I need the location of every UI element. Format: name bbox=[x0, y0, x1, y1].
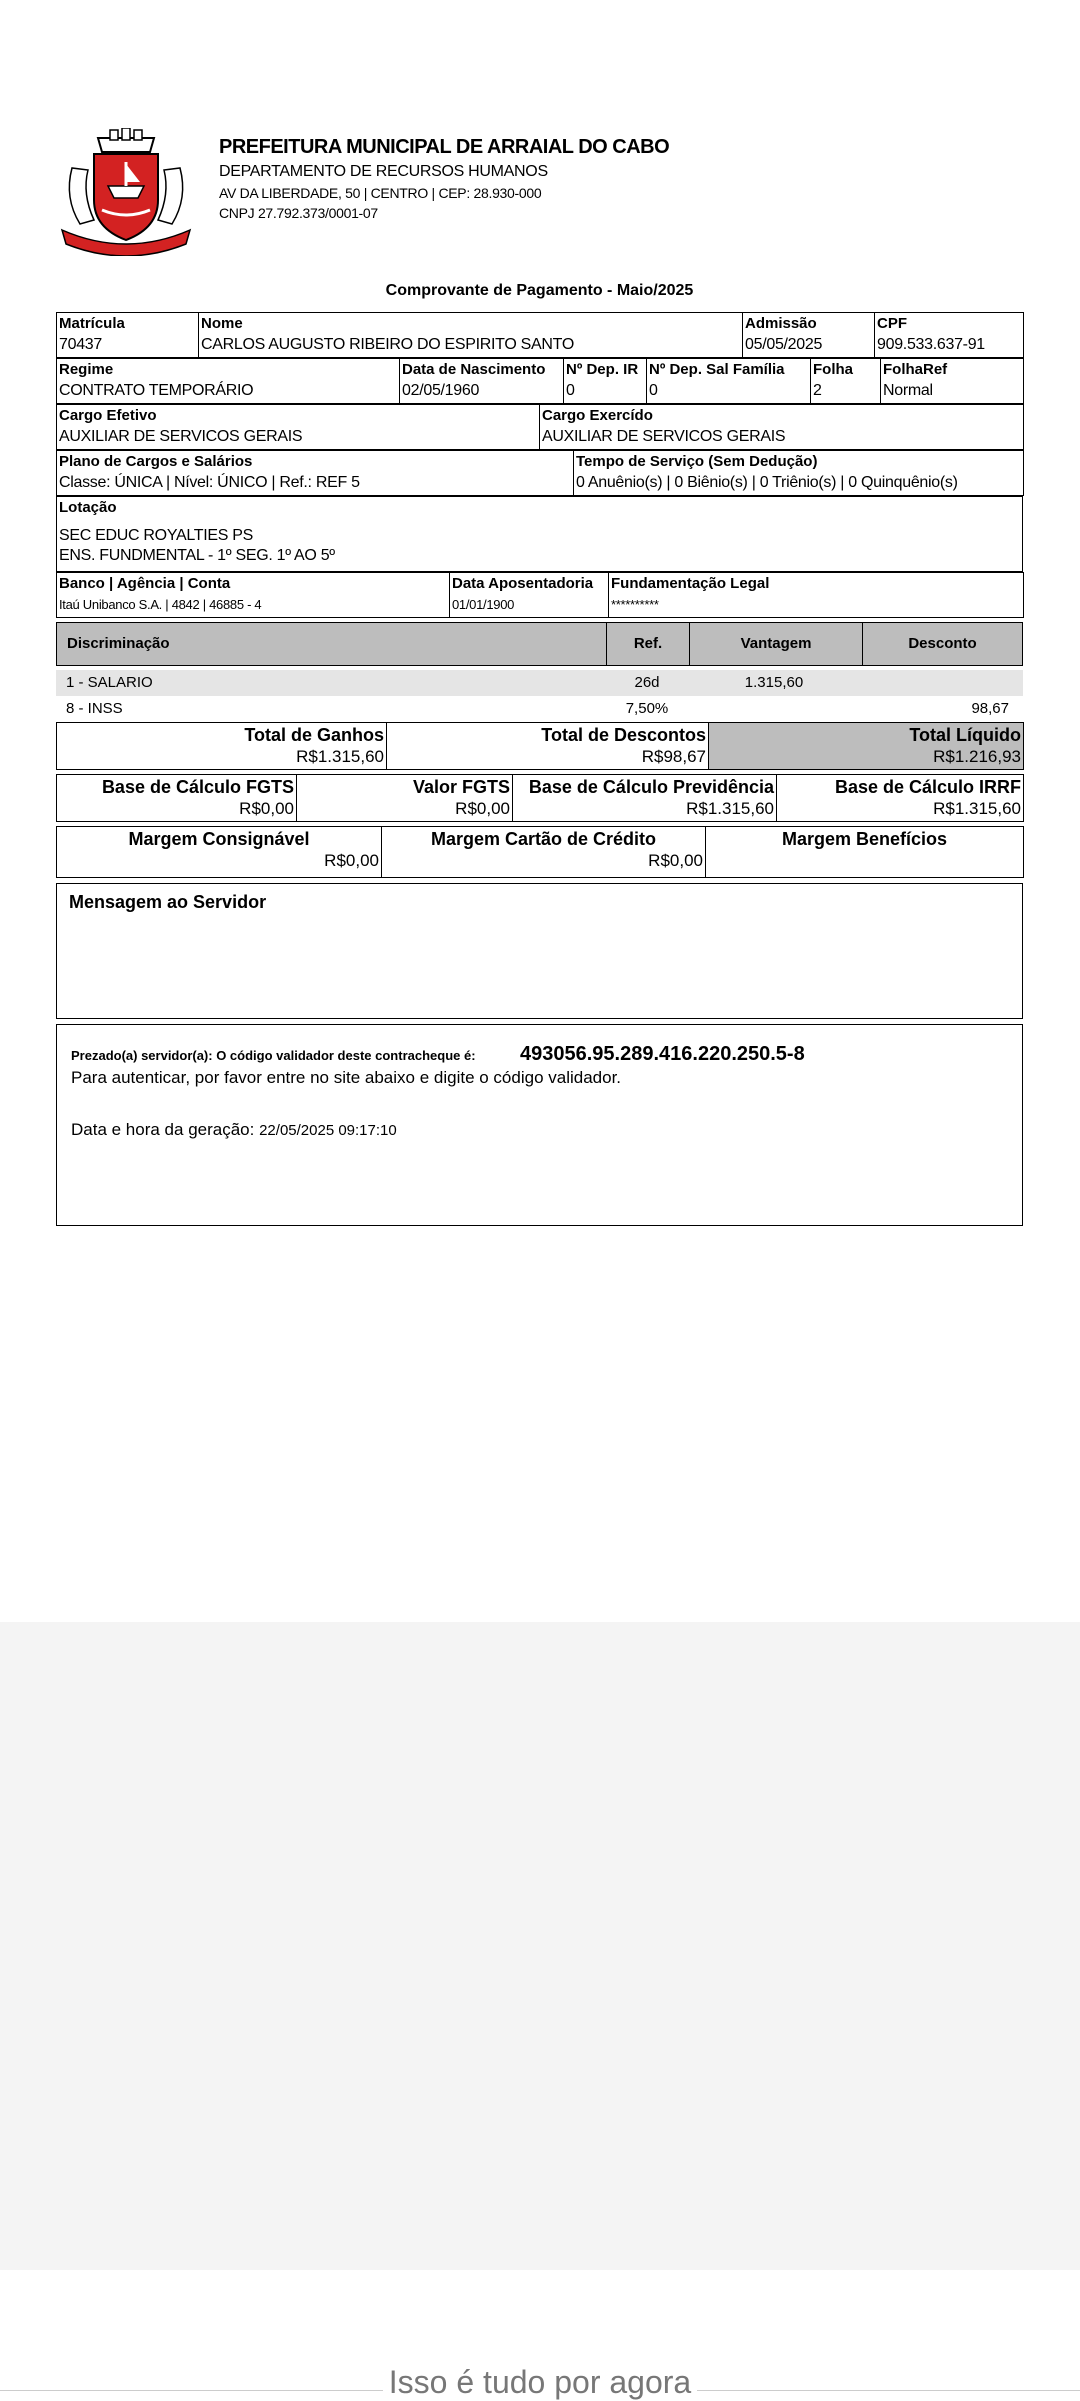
ref-header: Ref. bbox=[607, 623, 690, 665]
margens-row bbox=[56, 826, 1024, 878]
dep-ir-cell bbox=[564, 359, 647, 404]
fundamentacao-label: Fundamentação Legal bbox=[611, 575, 770, 592]
line-discriminacao: 8 - INSS bbox=[66, 700, 123, 717]
plano-value: Classe: ÚNICA | Nível: ÚNICO | Ref.: REF 5 bbox=[59, 474, 360, 491]
matricula-label: Matrícula bbox=[59, 315, 125, 332]
cargo-efetivo-value: AUXILIAR DE SERVICOS GERAIS bbox=[59, 428, 303, 445]
employee-row-3 bbox=[56, 404, 1024, 450]
margem-beneficios-cell bbox=[706, 827, 1024, 878]
base-irrf-value: R$1.315,60 bbox=[933, 799, 1021, 818]
employee-row-2 bbox=[56, 358, 1024, 404]
tempo-label: Tempo de Serviço (Sem Dedução) bbox=[576, 453, 818, 470]
cargo-exercido-value: AUXILIAR DE SERVICOS GERAIS bbox=[542, 428, 786, 445]
margem-cartao-label: Margem Cartão de Crédito bbox=[430, 829, 657, 849]
valor-fgts-value: R$0,00 bbox=[455, 799, 510, 818]
validator-instruction: Para autenticar, por favor entre no site abaixo e digite o código validador. bbox=[71, 1068, 622, 1087]
banco-value: Itaú Unibanco S.A. | 4842 | 46885 - 4 bbox=[59, 597, 262, 612]
document-title: Comprovante de Pagamento - Maio/2025 bbox=[385, 282, 694, 299]
payment-lines bbox=[56, 670, 1023, 722]
line-vantagem: 1.315,60 bbox=[744, 674, 804, 691]
table-row bbox=[56, 696, 1023, 722]
base-previdencia-value: R$1.315,60 bbox=[686, 799, 774, 818]
folharef-value: Normal bbox=[883, 382, 933, 399]
organization-info bbox=[219, 136, 669, 225]
admissao-value: 05/05/2025 bbox=[745, 336, 823, 353]
valor-fgts-label: Valor FGTS bbox=[412, 777, 510, 797]
cargo-exercido-cell bbox=[540, 405, 1024, 450]
employee-row-1 bbox=[56, 312, 1024, 358]
folha-label: Folha bbox=[813, 361, 853, 378]
total-ganhos-value: R$1.315,60 bbox=[296, 747, 384, 766]
validator-code[interactable]: 493056.95.289.416.220.250.5-8 bbox=[520, 1043, 805, 1065]
payslip-document bbox=[56, 120, 1023, 1226]
dep-ir-value: 0 bbox=[566, 382, 575, 399]
plano-label: Plano de Cargos e Salários bbox=[59, 453, 253, 470]
document-header bbox=[56, 120, 1023, 270]
lines-header bbox=[56, 622, 1023, 666]
admissao-label: Admissão bbox=[745, 315, 817, 332]
nascimento-value: 02/05/1960 bbox=[402, 382, 480, 399]
banco-label: Banco | Agência | Conta bbox=[59, 575, 231, 592]
total-ganhos-label: Total de Ganhos bbox=[244, 725, 384, 745]
generation-datetime: 22/05/2025 09:17:10 bbox=[259, 1122, 397, 1139]
message-box bbox=[56, 883, 1023, 1019]
viewer-background bbox=[0, 1622, 1080, 2270]
employee-row-4 bbox=[56, 450, 1024, 496]
banco-cell bbox=[57, 573, 450, 618]
total-liquido-value: R$1.216,93 bbox=[933, 747, 1021, 766]
discriminacao-header: Discriminação bbox=[57, 623, 607, 665]
employee-row-6 bbox=[56, 572, 1024, 618]
folha-cell bbox=[811, 359, 881, 404]
admissao-cell bbox=[743, 313, 875, 358]
base-fgts-cell bbox=[57, 775, 297, 822]
line-desconto bbox=[860, 670, 1023, 696]
total-ganhos-cell bbox=[57, 723, 387, 770]
bases-row bbox=[56, 774, 1024, 822]
line-desconto: 98,67 bbox=[971, 700, 1009, 717]
nascimento-label: Data de Nascimento bbox=[402, 361, 546, 378]
nome-value: CARLOS AUGUSTO RIBEIRO DO ESPIRITO SANTO bbox=[201, 336, 574, 353]
base-previdencia-label: Base de Cálculo Previdência bbox=[528, 777, 774, 797]
desconto-header: Desconto bbox=[908, 635, 977, 652]
dep-sal-value: 0 bbox=[649, 382, 658, 399]
dep-ir-label: Nº Dep. IR bbox=[566, 361, 639, 378]
total-descontos-label: Total de Descontos bbox=[541, 725, 706, 745]
base-previdencia-cell bbox=[513, 775, 777, 822]
table-row bbox=[56, 670, 1023, 696]
line-vantagem bbox=[688, 696, 860, 722]
tempo-value: 0 Anuênio(s) | 0 Biênio(s) | 0 Triênio(s) | 0 Quinquênio(s) bbox=[576, 474, 958, 491]
generation-info bbox=[71, 1120, 1008, 1140]
cpf-cell bbox=[875, 313, 1024, 358]
folharef-label: FolhaRef bbox=[883, 361, 948, 378]
regime-label: Regime bbox=[59, 361, 114, 378]
matricula-value: 70437 bbox=[59, 336, 102, 353]
total-liquido-cell bbox=[709, 723, 1024, 770]
margem-cartao-value: R$0,00 bbox=[648, 851, 703, 870]
matricula-cell bbox=[57, 313, 199, 358]
nascimento-cell bbox=[400, 359, 564, 404]
valor-fgts-cell bbox=[297, 775, 513, 822]
regime-value: CONTRATO TEMPORÁRIO bbox=[59, 382, 254, 399]
lotacao-line-2: ENS. FUNDMENTAL - 1º SEG. 1º AO 5º bbox=[59, 547, 335, 564]
margem-beneficios-label: Margem Benefícios bbox=[781, 829, 948, 849]
nome-label: Nome bbox=[201, 315, 243, 332]
margem-consignavel-value: R$0,00 bbox=[324, 851, 379, 870]
municipal-crest-icon bbox=[58, 128, 194, 256]
totals-row bbox=[56, 722, 1024, 770]
base-irrf-label: Base de Cálculo IRRF bbox=[834, 777, 1021, 797]
generation-label: Data e hora da geração: bbox=[71, 1120, 255, 1139]
validator-box bbox=[56, 1024, 1023, 1226]
line-ref: 26d bbox=[634, 674, 660, 691]
cpf-label: CPF bbox=[877, 315, 907, 332]
lotacao-cell bbox=[57, 497, 1023, 572]
cpf-value: 909.533.637-91 bbox=[877, 336, 985, 353]
regime-cell bbox=[57, 359, 400, 404]
total-liquido-label: Total Líquido bbox=[909, 725, 1021, 745]
cargo-exercido-label: Cargo Exercído bbox=[542, 407, 653, 424]
organization-address: AV DA LIBERDADE, 50 | CENTRO | CEP: 28.930-000 bbox=[219, 185, 542, 201]
margem-consignavel-label: Margem Consignável bbox=[128, 829, 310, 849]
fundamentacao-value: ********** bbox=[611, 597, 659, 612]
aposentadoria-label: Data Aposentadoria bbox=[452, 575, 594, 592]
organization-cnpj: CNPJ 27.792.373/0001-07 bbox=[219, 205, 378, 221]
organization-name: PREFEITURA MUNICIPAL DE ARRAIAL DO CABO bbox=[219, 136, 670, 158]
cargo-efetivo-label: Cargo Efetivo bbox=[59, 407, 157, 424]
lotacao-label: Lotação bbox=[59, 499, 117, 516]
plano-cell bbox=[57, 451, 574, 496]
lotacao-line-1: SEC EDUC ROYALTIES PS bbox=[59, 527, 254, 544]
end-of-content-footer bbox=[0, 2364, 1080, 2401]
total-descontos-value: R$98,67 bbox=[641, 747, 706, 766]
folharef-cell bbox=[881, 359, 1024, 404]
message-title: Mensagem ao Servidor bbox=[69, 892, 267, 912]
cargo-efetivo-cell bbox=[57, 405, 540, 450]
employee-row-5 bbox=[56, 496, 1023, 572]
line-discriminacao: 1 - SALARIO bbox=[66, 674, 153, 691]
vantagem-header: Vantagem bbox=[690, 623, 863, 665]
base-fgts-value: R$0,00 bbox=[239, 799, 294, 818]
aposentadoria-value: 01/01/1900 bbox=[452, 597, 515, 612]
fundamentacao-cell bbox=[609, 573, 1024, 618]
nome-cell bbox=[199, 313, 743, 358]
aposentadoria-cell bbox=[450, 573, 609, 618]
tempo-cell bbox=[574, 451, 1024, 496]
department-name: DEPARTAMENTO DE RECURSOS HUMANOS bbox=[219, 163, 548, 180]
dep-sal-label: Nº Dep. Sal Família bbox=[649, 361, 785, 378]
footer-text: Isso é tudo por agora bbox=[383, 2364, 697, 2400]
line-ref: 7,50% bbox=[625, 700, 669, 717]
validator-prompt: Prezado(a) servidor(a): O código validador deste contracheque é: bbox=[71, 1048, 476, 1063]
folha-value: 2 bbox=[813, 382, 822, 399]
margem-cartao-cell bbox=[382, 827, 706, 878]
dep-sal-cell bbox=[647, 359, 811, 404]
base-irrf-cell bbox=[777, 775, 1024, 822]
margem-consignavel-cell bbox=[57, 827, 382, 878]
base-fgts-label: Base de Cálculo FGTS bbox=[101, 777, 294, 797]
total-descontos-cell bbox=[387, 723, 709, 770]
